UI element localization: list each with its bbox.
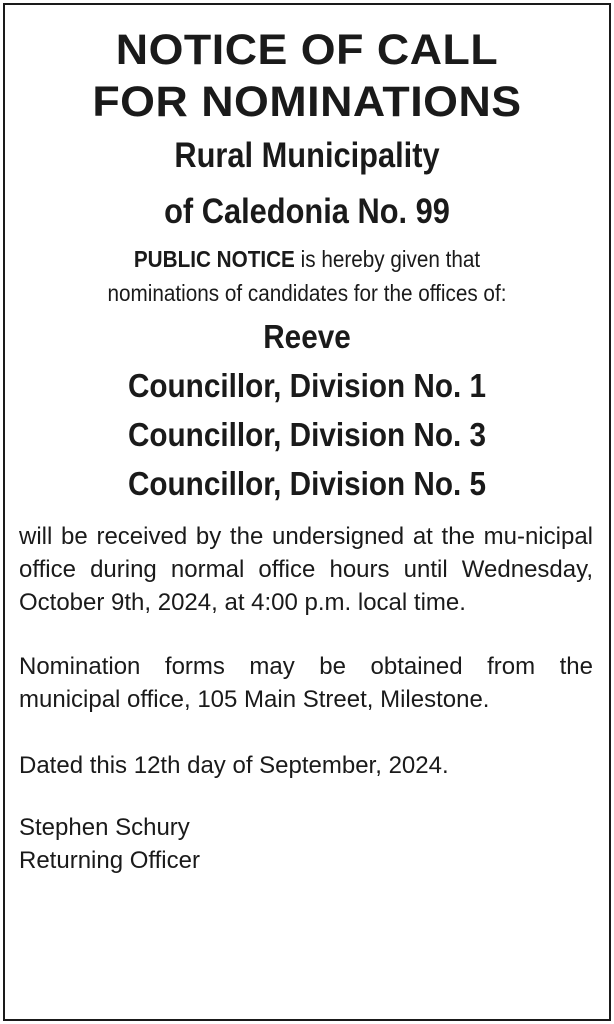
received-paragraph: will be received by the undersigned at the mu-nicipal office during normal office hours until Wednesday, October 9th, 2024, at 4:00 p.m. local time. xyxy=(19,523,593,616)
office-item: Reeve xyxy=(263,318,351,355)
dated-paragraph: Dated this 12th day of September, 2024. xyxy=(19,752,449,779)
notice-title-line-2: FOR NOMINATIONS xyxy=(92,78,522,126)
intro-line-2: nominations of candidates for the offices of: xyxy=(107,280,507,306)
municipality-name-line-1: Rural Municipality xyxy=(174,136,440,175)
municipality-name-line-2: of Caledonia No. 99 xyxy=(164,192,450,231)
intro-line-1 xyxy=(35,242,579,276)
signatory-name: Stephen Schury xyxy=(19,814,190,841)
office-item: Councillor, Division No. 3 xyxy=(127,416,487,453)
notice-box xyxy=(3,3,611,1021)
offices-list xyxy=(5,312,609,508)
intro-line-1-rest: is hereby given that xyxy=(294,246,481,272)
office-item: Councillor, Division No. 1 xyxy=(127,367,487,404)
intro-text xyxy=(35,242,579,310)
signature-block xyxy=(5,811,609,877)
forms-paragraph: Nomination forms may be obtained from the municipal office, 105 Main Street, Milestone. xyxy=(19,653,593,713)
signatory-role: Returning Officer xyxy=(19,847,200,874)
office-item: Councillor, Division No. 5 xyxy=(127,465,487,502)
public-notice-lead: PUBLIC NOTICE xyxy=(133,246,295,272)
notice-title-line-1: NOTICE OF CALL xyxy=(115,26,499,74)
